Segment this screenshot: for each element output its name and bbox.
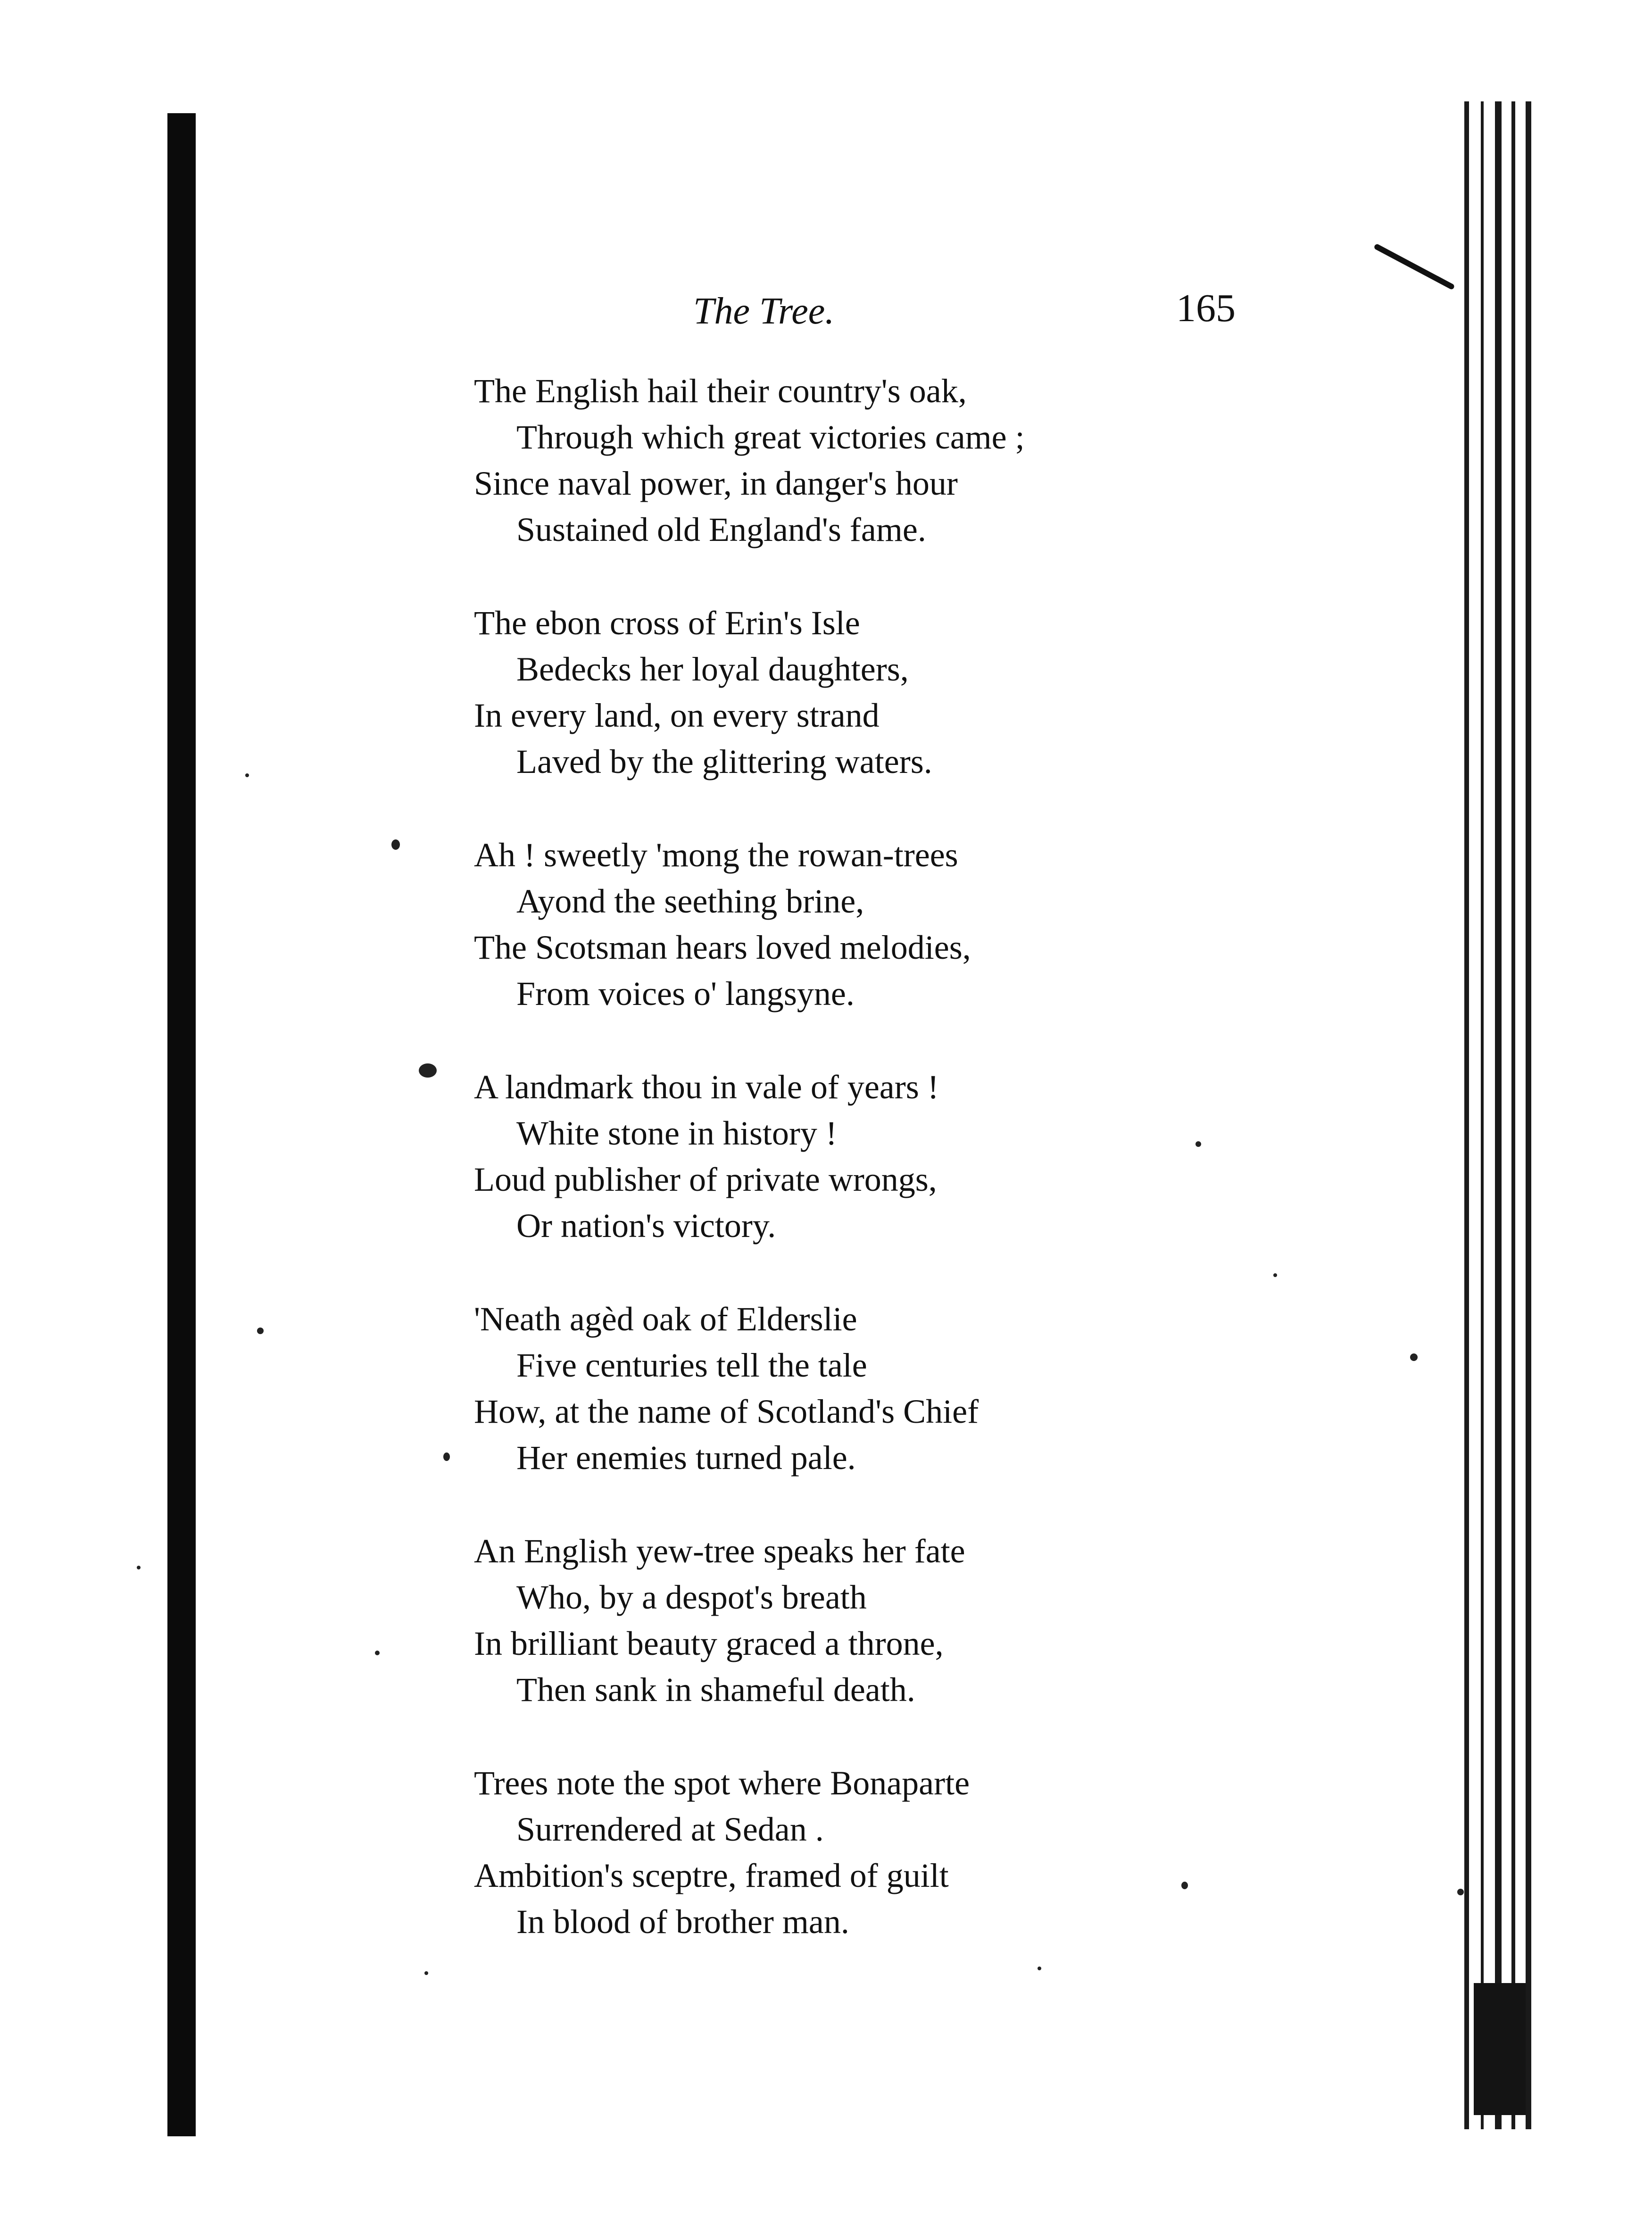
poem-line: Or nation's victory.	[516, 1207, 776, 1245]
poem-line: 'Neath agèd oak of Elderslie	[474, 1300, 857, 1338]
scan-speck	[1038, 1967, 1041, 1970]
scan-speck	[419, 1063, 437, 1078]
scan-speck	[424, 1971, 428, 1975]
poem-line: Through which great victories came ;	[516, 418, 1025, 456]
poem	[474, 368, 1181, 1945]
scan-speck	[375, 1651, 380, 1655]
poem-line: Ayond the seething brine,	[516, 882, 864, 920]
stanza	[474, 368, 1181, 553]
scan-speck	[391, 839, 400, 850]
poem-line: White stone in history !	[516, 1114, 837, 1152]
stanza	[474, 600, 1181, 785]
running-title: The Tree.	[693, 290, 835, 332]
poem-line: Ambition's sceptre, framed of guilt	[474, 1857, 949, 1894]
poem-line: An English yew-tree speaks her fate	[474, 1532, 965, 1570]
scan-speck	[137, 1566, 141, 1569]
poem-line: Who, by a despot's breath	[516, 1578, 867, 1616]
stanza	[474, 1760, 1181, 1945]
scan-speck	[1457, 1889, 1464, 1895]
poem-line: The English hail their country's oak,	[474, 372, 967, 410]
scan-speck	[1181, 1882, 1188, 1889]
poem-line: In blood of brother man.	[516, 1903, 849, 1941]
stanza	[474, 832, 1181, 1017]
poem-line: Ah ! sweetly 'mong the rowan-trees	[474, 836, 958, 874]
scan-speck	[1410, 1353, 1418, 1361]
poem-line: The ebon cross of Erin's Isle	[474, 604, 860, 642]
scan-speck	[245, 773, 249, 777]
page-edge-scan-artifact	[1455, 101, 1535, 2129]
poem-line: How, at the name of Scotland's Chief	[474, 1393, 979, 1430]
poem-line: Laved by the glittering waters.	[516, 743, 932, 780]
poem-line: Sustained old England's fame.	[516, 511, 926, 548]
page-header	[472, 278, 1236, 335]
poem-line: In every land, on every strand	[474, 697, 880, 734]
binding-shadow	[167, 113, 196, 2136]
poem-line: In brilliant beauty graced a throne,	[474, 1625, 944, 1662]
poem-line: A landmark thou in vale of years !	[474, 1068, 939, 1106]
poem-line: Since naval power, in danger's hour	[474, 465, 958, 502]
stanza	[474, 1296, 1181, 1481]
scan-speck	[1273, 1273, 1277, 1277]
page-number: 165	[1176, 286, 1236, 330]
poem-line: Her enemies turned pale.	[516, 1439, 856, 1477]
poem-line: Five centuries tell the tale	[516, 1346, 867, 1384]
scan-speck	[1195, 1141, 1201, 1147]
poem-line: Loud publisher of private wrongs,	[474, 1161, 937, 1198]
poem-line: Then sank in shameful death.	[516, 1671, 915, 1709]
stray-ink-mark	[1373, 243, 1455, 290]
scan-speck	[257, 1328, 264, 1334]
scan-speck	[443, 1452, 450, 1461]
poem-line: The Scotsman hears loved melodies,	[474, 929, 971, 966]
poem-line: Surrendered at Sedan .	[516, 1810, 824, 1848]
poem-line: Trees note the spot where Bonaparte	[474, 1764, 970, 1802]
stanza	[474, 1528, 1181, 1713]
poem-line: From voices o' langsyne.	[516, 975, 855, 1013]
stanza	[474, 1064, 1181, 1249]
poem-line: Bedecks her loyal daughters,	[516, 650, 909, 688]
